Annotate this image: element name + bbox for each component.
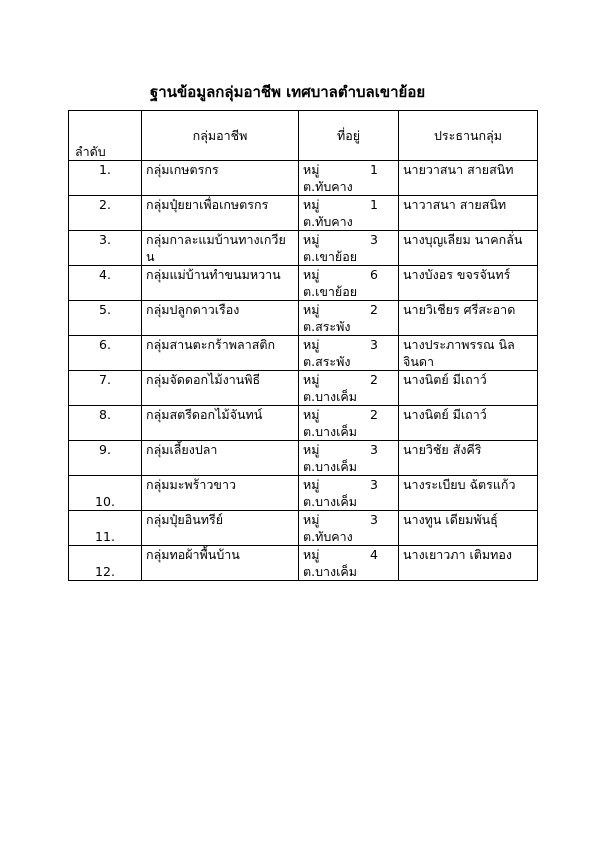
tambon: ต.บางเค็ม — [303, 494, 358, 509]
chair-name: นางนิตย์ มีเถาว์ — [399, 406, 538, 441]
moo-number: 3 — [370, 477, 378, 492]
tambon: ต.เขาย้อย — [303, 284, 358, 299]
chair-name: นายวิชัย สังคีริ — [399, 441, 538, 476]
address-cell — [299, 161, 399, 196]
row-number: 2. — [69, 196, 142, 231]
chair-name: นาวาสนา สายสนิท — [399, 196, 538, 231]
group-name: กลุ่มเกษตรกร — [142, 161, 299, 196]
tambon: ต.เขาย้อย — [303, 249, 358, 264]
moo-label: หมู่ — [303, 477, 320, 492]
header-no: ลำดับ — [69, 111, 142, 161]
chair-name: นางเยาวภา เติมทอง — [399, 546, 538, 581]
tambon: ต.สระพัง — [303, 319, 351, 334]
group-name: กลุ่มปุ๋ยยาเพื่อเกษตรกร — [142, 196, 299, 231]
table-row — [69, 476, 538, 511]
chair-name: นางทูน เดียมพันธุ์ — [399, 511, 538, 546]
moo-label: หมู่ — [303, 442, 320, 457]
document-title: ฐานข้อมูลกลุ่มอาชีพ เทศบาลตำบลเขาย้อย — [150, 83, 426, 101]
chair-name: นางนิตย์ มีเถาว์ — [399, 371, 538, 406]
chair-name: นางประภาพรรณ นิลจินดา — [399, 336, 538, 371]
tambon: ต.บางเค็ม — [303, 389, 358, 404]
moo-label: หมู่ — [303, 302, 320, 317]
moo-label: หมู่ — [303, 162, 320, 177]
group-name: กลุ่มมะพร้าวขาว — [142, 476, 299, 511]
moo-number: 3 — [370, 512, 378, 527]
group-name: กลุ่มสานตะกร้าพลาสติก — [142, 336, 299, 371]
moo-number: 3 — [370, 232, 378, 247]
group-name: กลุ่มทอผ้าพื้นบ้าน — [142, 546, 299, 581]
chair-name: นายวาสนา สายสนิท — [399, 161, 538, 196]
group-name: กลุ่มสตรีดอกไม้จันทน์ — [142, 406, 299, 441]
table-row — [69, 266, 538, 301]
moo-number: 6 — [370, 267, 378, 282]
address-cell — [299, 476, 399, 511]
group-name: กลุ่มเลี้ยงปลา — [142, 441, 299, 476]
address-cell — [299, 196, 399, 231]
tambon: ต.บางเค็ม — [303, 459, 358, 474]
address-cell — [299, 301, 399, 336]
table-row — [69, 231, 538, 266]
tambon: ต.ทับคาง — [303, 214, 353, 229]
group-name: กลุ่มกาละแมบ้านทางเกวียน — [142, 231, 299, 266]
tambon: ต.บางเค็ม — [303, 424, 358, 439]
row-number: 11. — [69, 511, 142, 546]
moo-number: 1 — [370, 197, 378, 212]
moo-label: หมู่ — [303, 267, 320, 282]
moo-number: 3 — [370, 337, 378, 352]
moo-label: หมู่ — [303, 232, 320, 247]
address-cell — [299, 371, 399, 406]
address-cell — [299, 231, 399, 266]
table-row — [69, 441, 538, 476]
moo-label: หมู่ — [303, 512, 320, 527]
table-row — [69, 336, 538, 371]
group-name: กลุ่มปุ๋ยอินทรีย์ — [142, 511, 299, 546]
table-row — [69, 196, 538, 231]
table-header-row — [69, 111, 538, 161]
row-number: 12. — [69, 546, 142, 581]
address-cell — [299, 546, 399, 581]
moo-label: หมู่ — [303, 372, 320, 387]
tambon: ต.สระพัง — [303, 354, 351, 369]
occupation-group-table — [68, 110, 538, 581]
table-row — [69, 406, 538, 441]
address-cell — [299, 441, 399, 476]
row-number: 8. — [69, 406, 142, 441]
address-cell — [299, 266, 399, 301]
chair-name: นางบุญเลียม นาคกลั่น — [399, 231, 538, 266]
row-number: 3. — [69, 231, 142, 266]
group-name: กลุ่มปลูกดาวเรือง — [142, 301, 299, 336]
table-body — [69, 161, 538, 581]
header-address: ที่อยู่ — [299, 111, 399, 161]
moo-label: หมู่ — [303, 337, 320, 352]
moo-number: 2 — [370, 372, 378, 387]
moo-number: 4 — [370, 547, 378, 562]
moo-label: หมู่ — [303, 407, 320, 422]
moo-label: หมู่ — [303, 547, 320, 562]
table-row — [69, 546, 538, 581]
address-cell — [299, 336, 399, 371]
tambon: ต.ทับคาง — [303, 179, 353, 194]
tambon: ต.ทับคาง — [303, 529, 353, 544]
chair-name: นางบังอร ขจรจันทร์ — [399, 266, 538, 301]
row-number: 1. — [69, 161, 142, 196]
moo-label: หมู่ — [303, 197, 320, 212]
tambon: ต.บางเค็ม — [303, 564, 358, 579]
table-row — [69, 161, 538, 196]
moo-number: 3 — [370, 442, 378, 457]
row-number: 5. — [69, 301, 142, 336]
row-number: 7. — [69, 371, 142, 406]
chair-name: นายวิเชียร ศรีสะอาด — [399, 301, 538, 336]
row-number: 10. — [69, 476, 142, 511]
header-chair: ประธานกลุ่ม — [399, 111, 538, 161]
address-cell — [299, 406, 399, 441]
moo-number: 2 — [370, 407, 378, 422]
moo-number: 1 — [370, 162, 378, 177]
chair-name: นางระเบียบ ฉัตรแก้ว — [399, 476, 538, 511]
header-group: กลุ่มอาชีพ — [142, 111, 299, 161]
table-row — [69, 511, 538, 546]
table-row — [69, 301, 538, 336]
group-name: กลุ่มจัดดอกไม้งานพิธี — [142, 371, 299, 406]
table-row — [69, 371, 538, 406]
moo-number: 2 — [370, 302, 378, 317]
row-number: 9. — [69, 441, 142, 476]
row-number: 4. — [69, 266, 142, 301]
address-cell — [299, 511, 399, 546]
row-number: 6. — [69, 336, 142, 371]
group-name: กลุ่มแม่บ้านทำขนมหวาน — [142, 266, 299, 301]
